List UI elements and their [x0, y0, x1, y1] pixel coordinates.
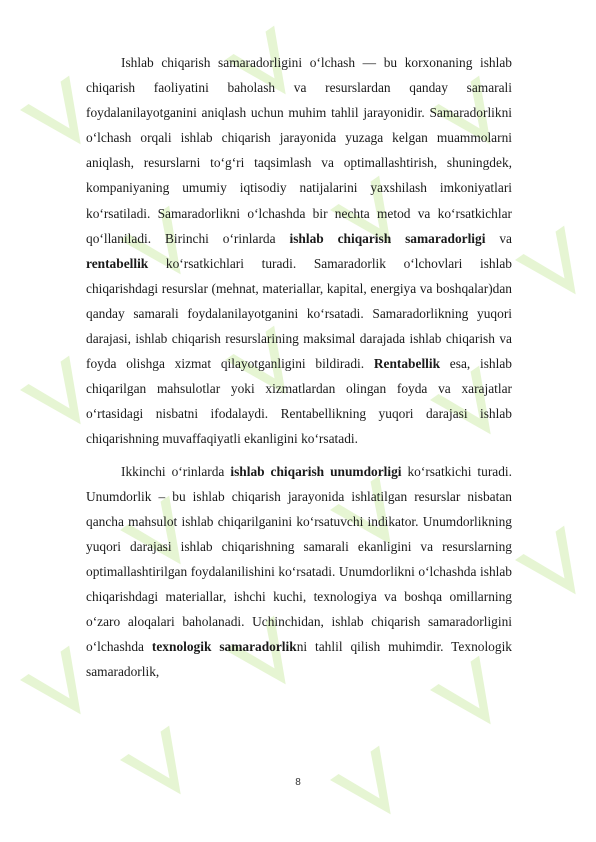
check-mark-logo-icon: [515, 226, 596, 312]
text-run: va: [485, 230, 512, 246]
text-run: esa, ishlab chiqarilgan mahsulotlar yoki xizmatlardan olingan foyda va xarajatlar o‘rtasidagi nisbatni ifodalaydi. Rentabellikning yuqori darajasi ishlab chiqarishning muvaffaqiyatli ekanligini ko‘rsatadi.: [86, 356, 512, 447]
text-run: ko‘rsatkichlari turadi. Samaradorlik o‘lchovlari ishlab chiqarishdagi resurslar (mehnat, materiallar, kapital, energiya va boshqalar)dan qanday samarali foydalanilayotganini ko‘rsatadi. Samaradorlikning yuqori darajasi, ishlab chiqarish resurslarining maksimal darajada ishlab chiqarish va foyda olishga xizmat qilayotganligini bildiradi.: [86, 255, 512, 372]
paragraph-2: [86, 459, 512, 685]
text-run: ko‘rsatkichi turadi. Unumdorlik – bu ishlab chiqarish jarayonida ishlatilgan resurslar nisbatan qancha mahsulot ishlab chiqarilganini ko‘rsatuvchi indikator. Unumdorlikning yuqori darajasi ishlab chiqarishning samarali ekanligini va resurslarning optimallashtirilgan foydalanilishini ko‘rsatadi. Unumdorlikni o‘lchashda ishlab chiqarishdagi materiallar, ishchi kuchi, texnologiya va boshqa omillarning o‘zaro aloqalari baholanadi. Uchinchidan, ishlab chiqarish samaradorligini o‘lchashda: [86, 463, 512, 655]
check-mark-logo-icon: [515, 526, 596, 612]
check-mark-logo-icon: [330, 746, 415, 832]
text-run: Ishlab chiqarish samaradorligini o‘lchash — bu korxonaning ishlab chiqarish faoliyatini baholash va resurslardan qanday samarali foydalanilayotganini aniqlash uchun muhim tahlil jarayonidir. Samaradorlikni o‘lchash orqali ishlab chiqarish jarayonida yuzaga kelgan muammolarni aniqlash, resurslarni to‘g‘ri taqsimlash va optimallashtirish, shuningdek, kompaniyaning umumiy iqtisodiy natijalarini yaxshilash imkoniyatlari ko‘rsatiladi. Samaradorlikni o‘lchashda bir nechta metod va ko‘rsatkichlar qo‘llaniladi. Birinchi o‘rinlarda: [86, 55, 512, 246]
bold-term: Rentabellik: [373, 356, 441, 372]
bold-term: texnologik samaradorlik: [151, 639, 297, 655]
page-number: 8: [295, 777, 301, 788]
text-run: ni tahlil qilish muhimdir. Texnologik samaradorlik,: [86, 639, 512, 680]
check-mark-logo-icon: [120, 726, 205, 812]
text-run: Ikkinchi o‘rinlarda: [121, 463, 231, 479]
bold-term: ishlab chiqarish samaradorligi: [289, 230, 486, 246]
bold-term: ishlab chiqarish unumdorligi: [230, 463, 402, 479]
bold-term: rentabellik: [86, 255, 149, 271]
paragraph-1: [86, 50, 512, 452]
document-body: [86, 50, 512, 691]
